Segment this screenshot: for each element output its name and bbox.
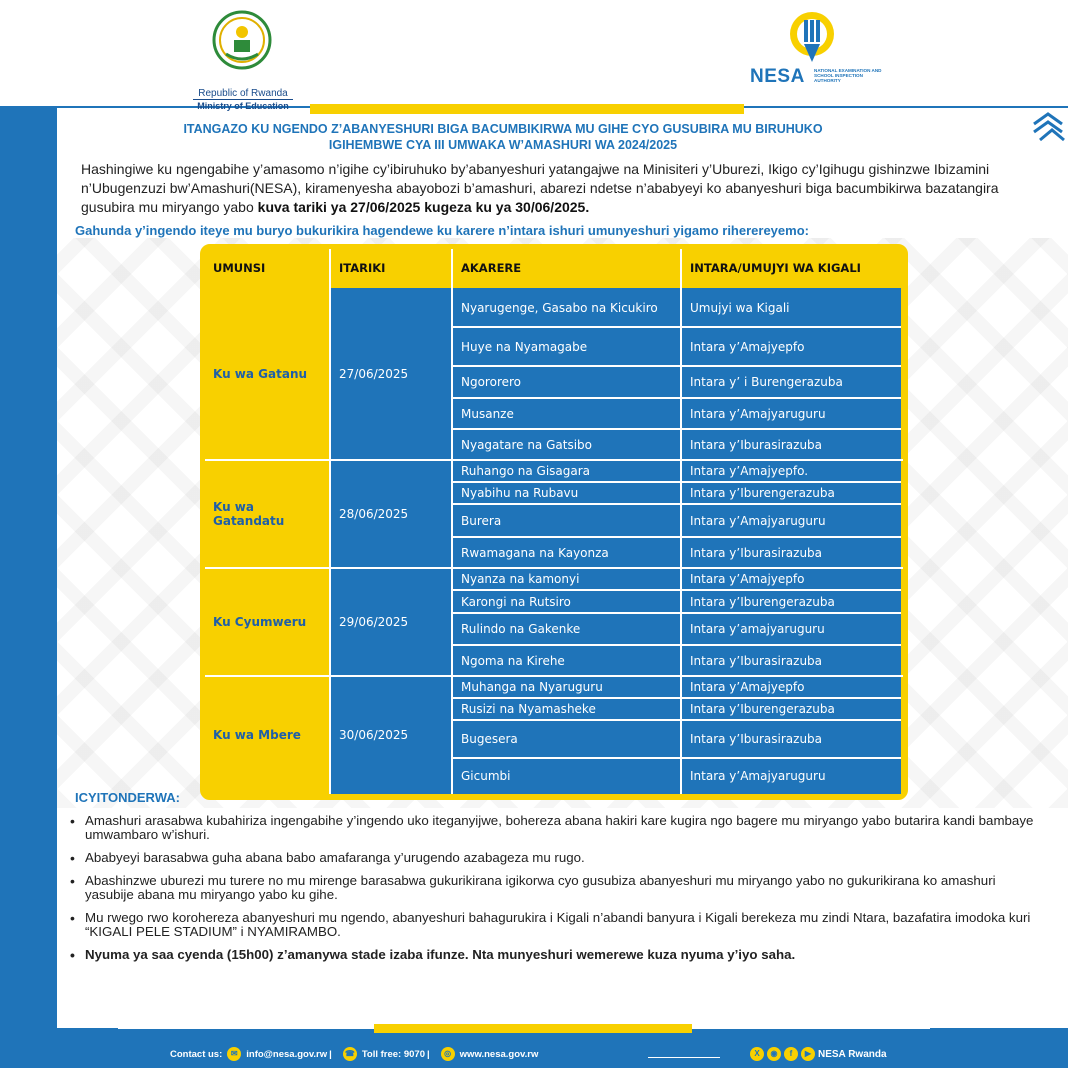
divider xyxy=(193,99,293,100)
province-cell: Intara y’Iburasirazuba xyxy=(682,537,901,568)
note-item: • Ababyeyi barasabwa guha abana babo amafaranga y’urugendo azabageza mu rugo. xyxy=(68,851,1040,865)
row-divider xyxy=(453,428,901,430)
notes-list xyxy=(68,814,1040,971)
row-divider xyxy=(453,503,901,505)
row-divider xyxy=(453,481,901,483)
phone-icon: ☎ xyxy=(343,1047,357,1061)
group-divider xyxy=(205,459,903,461)
day-cell: Ku wa Gatandatu xyxy=(205,460,329,568)
header-date: ITARIKI xyxy=(331,249,451,286)
province-cell: Intara y’Amajyepfo xyxy=(682,568,901,590)
website-link[interactable]: www.nesa.gov.rw xyxy=(459,1048,539,1060)
row-divider xyxy=(453,757,901,759)
province-cell: Intara y’Amajyepfo xyxy=(682,327,901,366)
day-cell: Ku Cyumweru xyxy=(205,568,329,676)
province-cell: Intara y’Amajyaruguru xyxy=(682,758,901,794)
province-cell: Intara y’Amajyaruguru xyxy=(682,398,901,429)
province-cell: Intara y’Amajyepfo xyxy=(682,676,901,698)
province-cell: Intara y’Iburasirazuba xyxy=(682,720,901,758)
province-cell: Intara y’Iburengerazuba xyxy=(682,482,901,504)
email-link[interactable]: info@nesa.gov.rw xyxy=(246,1048,328,1060)
district-cell: Nyarugenge, Gasabo na Kicukiro xyxy=(453,288,680,327)
nesa-emblem-icon xyxy=(784,10,840,68)
ministry-logo xyxy=(193,10,293,111)
note-item: • Mu rwego rwo korohereza abanyeshuri mu ngendo, abanyeshuri bahagurukira i Kigali n’abandi banyura i Kigali berekeza mu zindi Ntara, bazafatira imodoka kuri “KIGALI PELE STADIUM” i NYAMIRAMBO. xyxy=(68,911,1040,939)
district-cell: Nyagatare na Gatsibo xyxy=(453,429,680,460)
province-cell: Intara y’Iburengerazuba xyxy=(682,698,901,720)
date-cell: 27/06/2025 xyxy=(331,288,451,460)
title-line2: IGIHEMBWE CYA III UMWAKA W’AMASHURI WA 2024/2025 xyxy=(328,138,678,152)
district-cell: Ngororero xyxy=(453,366,680,398)
row-divider xyxy=(453,326,901,328)
district-cell: Burera xyxy=(453,504,680,537)
district-cell: Muhanga na Nyaruguru xyxy=(453,676,680,698)
note-item-bold: • Nyuma ya saa cyenda (15h00) z’amanywa stade izaba ifunze. Nta munyeshuri wemerewe kuza nyuma y’iyo saha. xyxy=(68,948,1040,962)
note-item: • Abashinzwe uburezi mu turere no mu mirenge barasabwa gukurikirana igikorwa cyo gusubiza abanyeshuri mu miryango yabo no gukurikirana ko amashuri yasubije abana mu miryango yabo ku gihe. xyxy=(68,874,1040,902)
district-cell: Nyanza na kamonyi xyxy=(453,568,680,590)
nesa-subtitle: NATIONAL EXAMINATION AND SCHOOL INSPECTION AUTHORITY xyxy=(814,68,882,83)
nesa-wordmark: NESA xyxy=(750,66,805,87)
row-divider xyxy=(453,697,901,699)
province-cell: Intara y’Iburengerazuba xyxy=(682,590,901,613)
header-province: INTARA/UMUJYI WA KIGALI xyxy=(682,249,901,286)
column-divider xyxy=(329,249,331,794)
province-cell: Intara y’Amajyaruguru xyxy=(682,504,901,537)
separator: | xyxy=(427,1048,430,1060)
ministry-line2: Ministry of Education xyxy=(197,101,289,111)
notes-title: ICYITONDERWA: xyxy=(75,790,180,805)
header-band xyxy=(0,0,1068,106)
youtube-icon[interactable]: ▶ xyxy=(801,1047,815,1061)
province-cell: Intara y’Amajyepfo. xyxy=(682,460,901,482)
group-divider xyxy=(205,567,903,569)
province-cell: Intara y’amajyaruguru xyxy=(682,613,901,645)
row-divider xyxy=(453,612,901,614)
intro-text: Hashingiwe ku ngengabihe y’amasomo n’igihe cy’ibiruhuko by’abanyeshuri yatangajwe na Minisiteri y’Uburezi, Ikigo cy’Igihugu gishinzwe Ibizamini n’Ubugenzuzi bw’Amashuri(NESA), kiramenyesha abayobozi b’amashuri, abarezi ndetse n’ababyeyi ko abanyeshuri biga bacumbikirwa bazatangira gusubira mu miryango yabo xyxy=(81,161,999,215)
header-day: UMUNSI xyxy=(205,249,329,286)
district-cell: Gicumbi xyxy=(453,758,680,794)
instagram-icon[interactable]: ◉ xyxy=(767,1047,781,1061)
row-divider xyxy=(453,365,901,367)
district-cell: Rwamagana na Kayonza xyxy=(453,537,680,568)
district-cell: Nyabihu na Rubavu xyxy=(453,482,680,504)
footer-rule xyxy=(648,1057,720,1058)
row-divider xyxy=(453,644,901,646)
district-cell: Rusizi na Nyamasheke xyxy=(453,698,680,720)
province-cell: Intara y’ i Burengerazuba xyxy=(682,366,901,398)
corner-decoration-icon xyxy=(1030,110,1066,150)
date-cell: 30/06/2025 xyxy=(331,676,451,794)
district-cell: Karongi na Rutsiro xyxy=(453,590,680,613)
row-divider xyxy=(453,589,901,591)
group-divider xyxy=(205,675,903,677)
district-cell: Ngoma na Kirehe xyxy=(453,645,680,676)
yellow-accent-bar xyxy=(310,104,744,114)
row-divider xyxy=(453,536,901,538)
nesa-logo xyxy=(748,10,888,90)
district-cell: Huye na Nyamagabe xyxy=(453,327,680,366)
date-cell: 29/06/2025 xyxy=(331,568,451,676)
day-cell: Ku wa Mbere xyxy=(205,676,329,794)
tollfree-text: Toll free: 9070 xyxy=(361,1048,425,1060)
page-title xyxy=(100,121,906,153)
note-item: • Amashuri arasabwa kubahiriza ingengabihe y’ingendo uko iteganyijwe, bohereza abana hakiri kare kugira ngo bagere mu miryango yabo butarira kandi bambaye umwambaro w’ishuri. xyxy=(68,814,1040,842)
column-divider xyxy=(680,249,682,794)
x-icon[interactable]: X xyxy=(750,1047,764,1061)
row-divider xyxy=(453,719,901,721)
district-cell: Musanze xyxy=(453,398,680,429)
mail-icon: ✉ xyxy=(227,1047,241,1061)
separator: | xyxy=(329,1048,332,1060)
day-cell: Ku wa Gatanu xyxy=(205,288,329,460)
ministry-line1: Republic of Rwanda xyxy=(198,88,288,99)
header-district: AKARERE xyxy=(453,249,680,286)
social-handle: NESA Rwanda xyxy=(818,1048,887,1060)
province-cell: Intara y’Iburasirazuba xyxy=(682,429,901,460)
yellow-accent-bar-bottom xyxy=(374,1024,692,1033)
facebook-icon[interactable]: f xyxy=(784,1047,798,1061)
intro-paragraph xyxy=(81,160,1041,217)
footer-contact xyxy=(170,1046,538,1062)
intro-dates: kuva tariki ya 27/06/2025 kugeza ku ya 30/06/2025. xyxy=(257,199,590,215)
schedule-heading: Gahunda y’ingendo iteye mu buryo bukurikira hagendewe ku karere n’intara ishuri umunyeshuri yigamo riherereyemo: xyxy=(75,223,809,238)
province-cell: Umujyi wa Kigali xyxy=(682,288,901,327)
province-cell: Intara y’Iburasirazuba xyxy=(682,645,901,676)
globe-icon: ◎ xyxy=(441,1047,455,1061)
district-cell: Rulindo na Gakenke xyxy=(453,613,680,645)
date-cell: 28/06/2025 xyxy=(331,460,451,568)
social-links xyxy=(750,1047,887,1061)
contact-label: Contact us: xyxy=(170,1048,223,1060)
rwanda-seal-icon xyxy=(212,10,272,70)
column-divider xyxy=(451,249,453,794)
district-cell: Bugesera xyxy=(453,720,680,758)
district-cell: Ruhango na Gisagara xyxy=(453,460,680,482)
row-divider xyxy=(453,397,901,399)
title-line1: ITANGAZO KU NGENDO Z’ABANYESHURI BIGA BACUMBIKIRWA MU GIHE CYO GUSUBIRA MU BIRUHUKO xyxy=(183,122,823,136)
